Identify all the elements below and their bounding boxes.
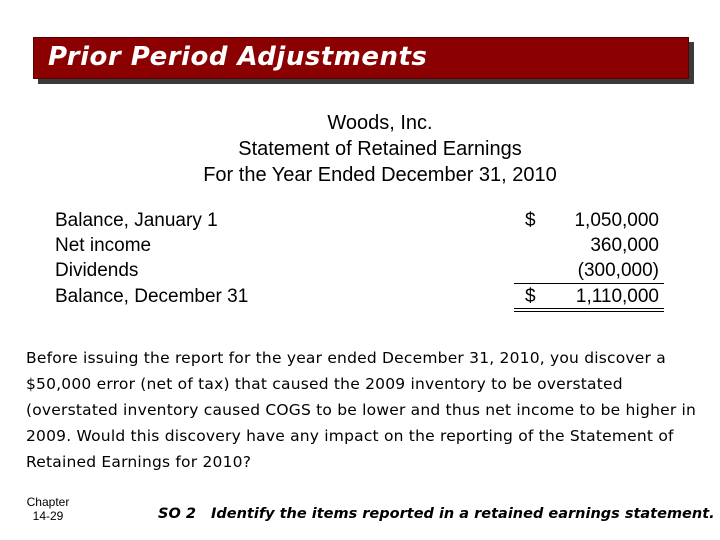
row-label: Net income xyxy=(55,235,152,256)
row-amount: 1,110,000 xyxy=(575,286,659,307)
row-label: Balance, December 31 xyxy=(55,286,249,307)
company-name: Woods, Inc. xyxy=(327,112,433,134)
study-objective-number: SO 2 xyxy=(158,506,196,522)
total-double-rule-top xyxy=(514,308,664,309)
chapter-marker xyxy=(18,495,78,523)
statement-row xyxy=(55,284,667,310)
question-paragraph: Before issuing the report for the year ended December 31, 2010, you discover a $50,000 error (net of tax) that caused the 2009 inventory to be overstated (overstated inventory caused COGS to be lower and thus net income to be higher in 2009. Would this discovery have any impact on the reporting of the Statement of Retained Earnings for 2010? xyxy=(26,349,697,471)
row-label: Dividends xyxy=(55,260,139,281)
row-dollar-sign: $ xyxy=(525,286,536,307)
statement-row xyxy=(55,208,667,234)
statement-header xyxy=(160,110,600,188)
row-amount: (300,000) xyxy=(577,260,659,281)
row-amount: 360,000 xyxy=(590,235,659,256)
study-objective-text: Identify the items reported in a retained earnings statement. xyxy=(210,506,715,522)
statement-row xyxy=(55,258,667,284)
chapter-label: Chapter xyxy=(26,495,70,509)
total-double-rule-bottom xyxy=(514,311,664,312)
slide-title: Prior Period Adjustments xyxy=(48,42,428,72)
subtotal-rule xyxy=(514,283,664,284)
chapter-page: 14-29 xyxy=(32,509,64,523)
statement-row xyxy=(55,233,667,259)
row-dollar-sign: $ xyxy=(525,210,536,231)
statement-name: Statement of Retained Earnings xyxy=(238,138,522,160)
row-amount: 1,050,000 xyxy=(574,210,659,231)
title-bar xyxy=(33,37,689,79)
row-label: Balance, January 1 xyxy=(55,210,218,231)
statement-period: For the Year Ended December 31, 2010 xyxy=(203,164,557,186)
study-objective xyxy=(158,506,715,522)
